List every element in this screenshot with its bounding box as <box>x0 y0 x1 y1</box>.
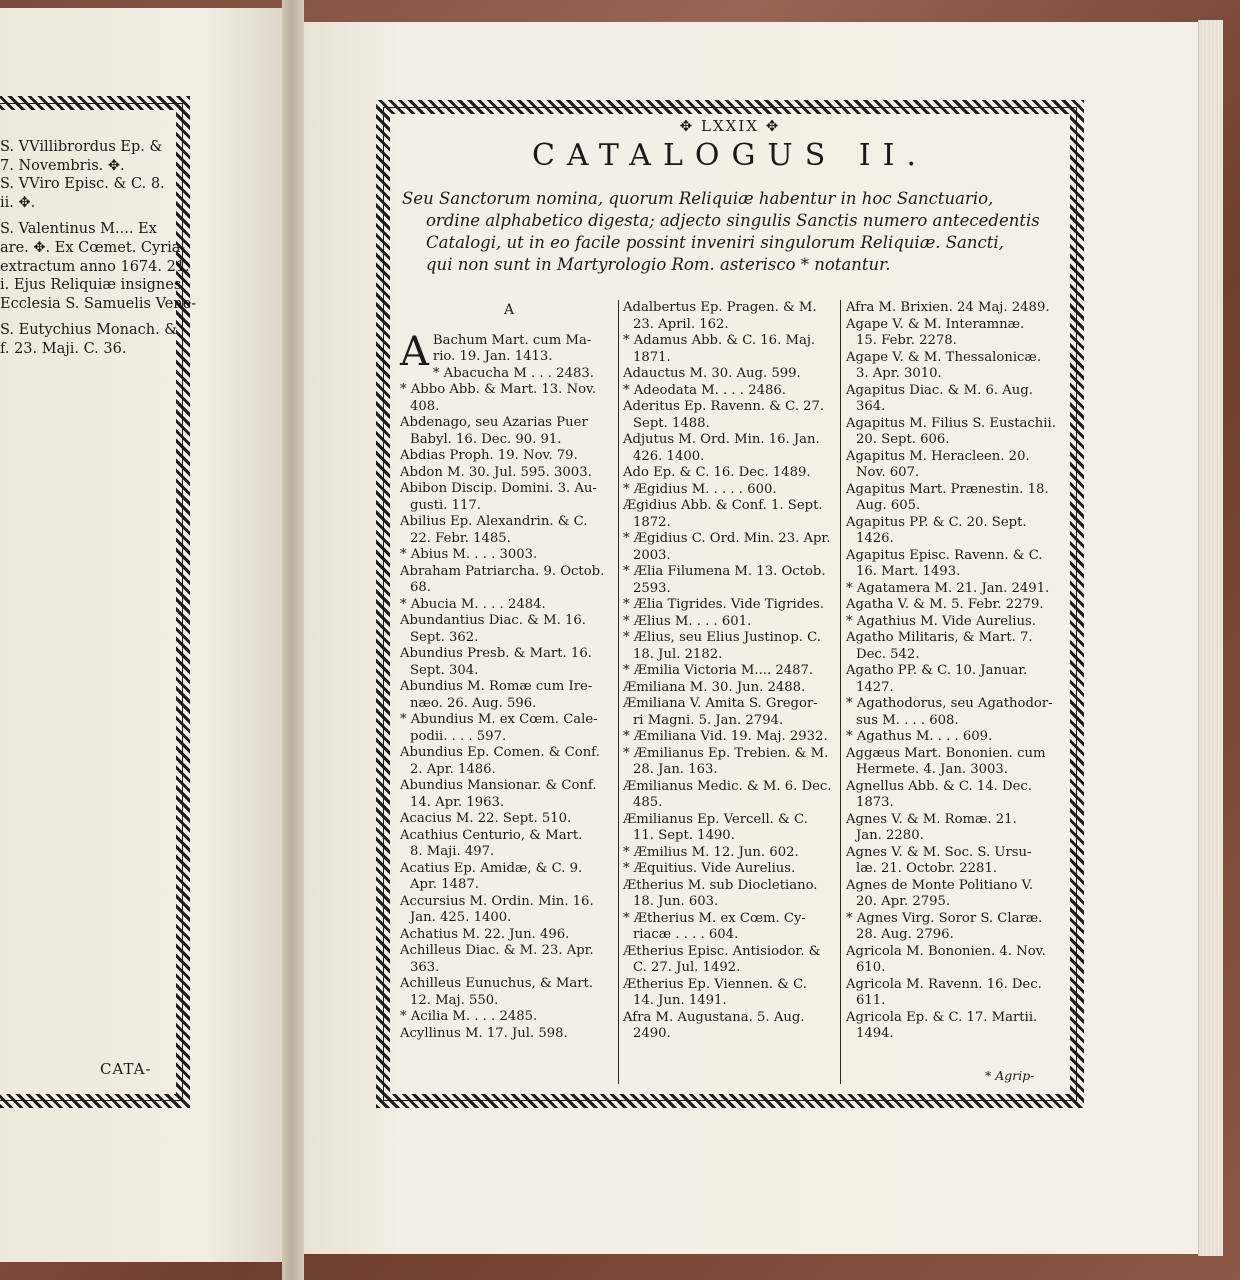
catalogue-entry <box>400 448 618 465</box>
entry-line: * Ægidius M. . . . . 600. <box>623 481 777 497</box>
dropcap-letter: A <box>400 328 429 375</box>
page-number: ✥ LXXIX ✥ <box>679 117 781 135</box>
left-line: Ecclesia S. Samuelis Vene- <box>0 295 197 312</box>
catalogue-entry <box>846 416 1066 449</box>
entry-line: Abibon Discip. Domini. 3. Au- <box>400 481 597 496</box>
entry-continuation: Hermete. 4. Jan. 3003. <box>856 762 1008 777</box>
entry-continuation: 14. Jun. 1491. <box>633 993 727 1008</box>
catalogue-entry <box>846 729 1066 746</box>
column-rule <box>840 300 841 1084</box>
entry-continuation: 364. <box>856 399 886 414</box>
entry-line: Æmiliana V. Amita S. Gregor- <box>623 696 818 711</box>
entry-line: Agnes de Monte Politiano V. <box>846 877 1034 893</box>
catalogue-entry <box>400 927 618 944</box>
catalogue-entry <box>400 943 618 976</box>
left-line: f. 23. Maji. C. 36. <box>0 340 127 357</box>
catalogue-entry <box>623 977 839 1010</box>
entry-line: Achatius M. 22. Jun. 496. <box>400 926 570 942</box>
entry-line: * Acilia M. . . . 2485. <box>400 1009 538 1024</box>
catalogue-entry <box>846 515 1066 548</box>
entry-line: * Agathodorus, seu Agathodor- <box>846 696 1053 711</box>
entry-continuation: Sept. 362. <box>410 629 479 645</box>
entry-line: * Ætherius M. ex Cœm. Cy- <box>623 910 806 926</box>
catalogue-entry <box>846 548 1066 581</box>
entry-line: * Abbo Abb. & Mart. 13. Nov. <box>400 382 597 397</box>
page-edges <box>1198 20 1223 1256</box>
entry-line: * Agatamera M. 21. Jan. 2491. <box>846 580 1050 596</box>
entry-line: Ætherius Episc. Antisiodor. & <box>623 943 821 959</box>
catalogue-entry <box>400 382 618 415</box>
entry-continuation: riacæ . . . . 604. <box>633 927 739 942</box>
entry-continuation: 485. <box>633 795 663 810</box>
left-line: S. VViro Episc. & C. 8. <box>0 176 165 193</box>
catalogue-entry <box>846 812 1066 845</box>
catalogue-entry <box>623 300 839 333</box>
catalogue-entry <box>846 597 1066 614</box>
catalogue-entry <box>400 1026 618 1043</box>
catalogue-entry <box>623 680 839 697</box>
entry-line: Abilius Ep. Alexandrin. & C. <box>400 514 588 529</box>
entry-line: Abdenago, seu Azarias Puer <box>400 415 588 430</box>
catalogue-entry <box>400 465 618 482</box>
entry-line: Adauctus M. 30. Aug. 599. <box>623 366 801 381</box>
catalogue-entry <box>400 828 618 861</box>
catalogue-entry <box>400 894 618 927</box>
catalogue-entry <box>623 482 839 499</box>
catalogue-entry <box>846 911 1066 944</box>
entry-continuation: Babyl. 16. Dec. 90. 91. <box>410 431 562 447</box>
subtitle-line: qui non sunt in Martyrologio Rom. asterisco * notantur. <box>426 255 891 274</box>
section-letter: A <box>503 302 515 318</box>
catalogue-entry <box>623 498 839 531</box>
catalogue-entry <box>846 696 1066 729</box>
subtitle-line: ordine alphabetico digesta; adjecto singulis Sanctis numero antecedentis <box>426 211 1040 230</box>
entry-line: * Agathus M. . . . 609. <box>846 729 993 744</box>
entry-continuation: 14. Apr. 1963. <box>410 794 505 810</box>
entry-continuation: Nov. 607. <box>856 465 920 480</box>
entry-continuation: Jan. 2280. <box>856 828 924 843</box>
catalogue-entry <box>846 845 1066 878</box>
entry-line: * Æmiliana Vid. 19. Maj. 2932. <box>623 729 828 744</box>
entry-line: Abraham Patriarcha. 9. Octob. <box>400 563 605 579</box>
entry-line: Afra M. Brixien. 24 Maj. 2489. <box>846 300 1050 315</box>
entry-line: * Adamus Abb. & C. 16. Maj. <box>623 333 816 348</box>
catalogue-entry <box>623 663 839 680</box>
subtitle-line: Seu Sanctorum nomina, quorum Reliquiæ habentur in hoc Sanctuario, <box>402 189 994 208</box>
entry-line: Abdon M. 30. Jul. 595. 3003. <box>400 464 592 480</box>
left-line: i. Ejus Reliquiæ insignes <box>0 277 182 294</box>
entry-continuation: 1426. <box>856 531 894 546</box>
entry-line: Achilleus Diac. & M. 23. Apr. <box>400 943 594 958</box>
catalogue-entry <box>400 679 618 712</box>
entry-continuation: 28. Aug. 2796. <box>856 927 954 942</box>
entry-line: Aggæus Mart. Bononien. cum <box>846 745 1046 761</box>
catalogue-entry <box>623 531 839 564</box>
catalogue-entry <box>846 944 1066 977</box>
entry-continuation: Sept. 1488. <box>633 415 710 431</box>
subtitle-line: Catalogi, ut in eo facile possint inveniri singulorum Reliquiæ. Sancti, <box>426 233 1004 252</box>
catalogue-entry <box>846 581 1066 598</box>
entry-line: Acatius Ep. Amidæ, & C. 9. <box>400 860 583 876</box>
catalogue-entry <box>623 597 839 614</box>
entry-line: Æmilianus Medic. & M. 6. Dec. <box>623 778 832 794</box>
left-line: are. ✥. Ex Cœmet. Cyria- <box>0 239 186 256</box>
entry-line: * Abucia M. . . . 2484. <box>400 596 546 612</box>
entry-line: Abundius M. Romæ cum Ire- <box>400 679 593 694</box>
entry-line: Ætherius M. sub Diocletiano. <box>623 877 818 893</box>
catalogue-entry <box>623 845 839 862</box>
catalogue-entry <box>400 811 618 828</box>
catalogue-entry <box>846 1010 1066 1043</box>
entry-continuation: Apr. 1487. <box>410 877 479 892</box>
entry-continuation: 8. Maji. 497. <box>410 844 495 859</box>
entry-line: * Æmilia Victoria M.... 2487. <box>623 663 814 678</box>
entry-continuation: 1872. <box>633 514 671 530</box>
catalogue-column-b <box>623 300 839 1043</box>
entry-line: Agatho Militaris, & Mart. 7. <box>846 630 1033 645</box>
entry-line: Agricola M. Bononien. 4. Nov. <box>846 943 1046 959</box>
entry-line: Æmilianus Ep. Vercell. & C. <box>623 811 808 827</box>
entry-continuation: 20. Sept. 606. <box>856 432 950 447</box>
catalogue-entry <box>400 415 618 448</box>
entry-continuation: 426. 1400. <box>633 448 705 464</box>
entry-line: Agricola M. Ravenn. 16. Dec. <box>846 976 1042 992</box>
entry-continuation: 2. Apr. 1486. <box>410 761 496 777</box>
entry-line: Agapitus Diac. & M. 6. Aug. <box>846 382 1033 398</box>
entry-line: Æmiliana M. 30. Jun. 2488. <box>623 679 806 695</box>
entry-line: Ætherius Ep. Viennen. & C. <box>623 976 807 992</box>
catalogue-entry <box>400 564 618 597</box>
left-line: S. Eutychius Monach. & <box>0 322 178 339</box>
left-line: extractum anno 1674. 21. <box>0 258 190 275</box>
entry-continuation: 1427. <box>856 679 894 695</box>
entry-continuation: 1871. <box>633 349 671 365</box>
catalogue-entry <box>400 861 618 894</box>
entry-continuation: 11. Sept. 1490. <box>633 828 735 843</box>
entry-continuation: 15. Febr. 2278. <box>856 333 957 348</box>
entry-continuation: 611. <box>856 993 886 1008</box>
catalogue-entry <box>846 300 1066 317</box>
entry-continuation: 18. Jul. 2182. <box>633 646 723 662</box>
catalogue-entry <box>400 1009 618 1026</box>
entry-continuation: 16. Mart. 1493. <box>856 564 961 579</box>
entry-continuation: næo. 26. Aug. 596. <box>410 695 537 711</box>
entry-line: Agatha V. & M. 5. Febr. 2279. <box>846 597 1044 612</box>
catalogue-entry <box>400 366 618 383</box>
catalogue-entry <box>623 746 839 779</box>
entry-line: Agapitus M. Filius S. Eustachii. <box>846 415 1056 431</box>
entry-continuation: 22. Febr. 1485. <box>410 530 511 546</box>
column-rule <box>618 300 619 1084</box>
right-catchword: * Agrip- <box>985 1068 1035 1083</box>
catalogue-entry <box>846 630 1066 663</box>
catalogue-entry <box>846 977 1066 1010</box>
entry-line: Adalbertus Ep. Pragen. & M. <box>623 300 817 315</box>
entry-continuation: 1494. <box>856 1026 894 1041</box>
catalogue-entry <box>623 383 839 400</box>
entry-line: * Agnes Virg. Soror S. Claræ. <box>846 910 1043 926</box>
entry-line: Acathius Centurio, & Mart. <box>400 827 583 843</box>
entry-continuation: 2003. <box>633 547 671 563</box>
entry-line: * Adeodata M. . . . 2486. <box>623 382 786 398</box>
entry-line: Achilleus Eunuchus, & Mart. <box>400 976 594 991</box>
entry-continuation: Dec. 542. <box>856 646 920 662</box>
entry-line: Aderitus Ep. Ravenn. & C. 27. <box>623 399 825 414</box>
entry-continuation: 23. April. 162. <box>633 316 729 332</box>
catalogue-entry <box>400 712 618 745</box>
catalogue-entry <box>623 1010 839 1043</box>
flourish-icon: ✥ <box>679 117 695 135</box>
catalogue-title: CATALOGUS II. <box>531 138 929 173</box>
catalogue-entry <box>623 779 839 812</box>
catalogue-entry <box>400 547 618 564</box>
catalogue-entry <box>846 779 1066 812</box>
entry-line: * Ælius M. . . . 601. <box>623 613 752 629</box>
entry-line: Accursius M. Ordin. Min. 16. <box>400 893 594 909</box>
entry-line: Agapitus M. Heracleen. 20. <box>846 448 1030 464</box>
entry-continuation: Sept. 304. <box>410 662 479 678</box>
left-line: S. VVillibrordus Ep. & <box>0 139 163 155</box>
entry-line: Adjutus M. Ord. Min. 16. Jan. <box>623 432 820 447</box>
entry-continuation: Jan. 425. 1400. <box>410 910 512 925</box>
left-line: S. Valentinus M.... Ex <box>0 221 157 238</box>
catalogue-subtitle <box>402 188 1062 276</box>
catalogue-entry <box>846 878 1066 911</box>
catalogue-entry <box>623 630 839 663</box>
entry-line: Agricola Ep. & C. 17. Martii. <box>846 1009 1038 1025</box>
entry-line: Agnes V. & M. Romæ. 21. <box>846 811 1017 827</box>
catalogue-entry <box>623 465 839 482</box>
catalogue-entry <box>846 482 1066 515</box>
entry-line: Acacius M. 22. Sept. 510. <box>400 811 572 826</box>
entry-line: * Æquitius. Vide Aurelius. <box>623 861 796 876</box>
catalogue-entry <box>623 729 839 746</box>
catalogue-entry <box>846 746 1066 779</box>
entry-line: Agape V. & M. Thessalonicæ. <box>846 349 1042 365</box>
entry-line: Abundantius Diac. & M. 16. <box>400 613 586 628</box>
entry-continuation: 1873. <box>856 795 894 810</box>
catalogue-entry <box>846 663 1066 696</box>
entry-continuation: 2593. <box>633 580 671 596</box>
catalogue-entry <box>623 614 839 631</box>
catalogue-entry <box>623 861 839 878</box>
entry-continuation: Aug. 605. <box>856 498 921 513</box>
entry-line: * Ælia Tigrides. Vide Tigrides. <box>623 597 824 612</box>
entry-line: * Abius M. . . . 3003. <box>400 547 538 562</box>
catalogue-entry <box>623 432 839 465</box>
entry-line: Agnellus Abb. & C. 14. Dec. <box>846 778 1032 794</box>
entry-line: * Abundius M. ex Cœm. Cale- <box>400 712 598 727</box>
entry-line: * Ælia Filumena M. 13. Octob. <box>623 564 826 579</box>
catalogue-entry <box>846 449 1066 482</box>
catalogue-entry <box>400 597 618 614</box>
catalogue-entry <box>623 564 839 597</box>
entry-continuation: læ. 21. Octobr. 2281. <box>856 861 998 876</box>
entry-line: * Agathius M. Vide Aurelius. <box>846 613 1036 629</box>
catalogue-entry <box>623 944 839 977</box>
catalogue-entry <box>400 646 618 679</box>
catalogue-entry <box>400 514 618 547</box>
catalogue-entry <box>846 350 1066 383</box>
entry-line: Agape V. & M. Interamnæ. <box>846 316 1025 332</box>
catalogue-entry <box>623 333 839 366</box>
entry-line: Agapitus Mart. Prænestin. 18. <box>846 481 1049 497</box>
entry-continuation: 610. <box>856 960 886 975</box>
entry-line: Agapitus Episc. Ravenn. & C. <box>846 547 1043 563</box>
book-gutter <box>282 0 304 1280</box>
entry-continuation: 408. <box>410 398 440 414</box>
entry-continuation: 3. Apr. 3010. <box>856 366 942 381</box>
catalogue-entry <box>623 399 839 432</box>
catalogue-column-a <box>400 300 618 1042</box>
left-line: ii. ✥. <box>0 194 36 211</box>
catalogue-entry <box>400 481 618 514</box>
entry-line: * Æmilius M. 12. Jun. 602. <box>623 844 799 860</box>
left-catchword: CATA- <box>100 1060 152 1078</box>
left-line: 7. Novembris. ✥. <box>0 157 125 174</box>
entry-line: Ado Ep. & C. 16. Dec. 1489. <box>623 465 811 480</box>
entry-line: Agatho PP. & C. 10. Januar. <box>846 663 1028 678</box>
catalogue-entry <box>623 366 839 383</box>
entry-continuation: rio. 19. Jan. 1413. <box>432 349 553 364</box>
catalogue-entry <box>623 812 839 845</box>
catalogue-entry <box>400 976 618 1009</box>
entry-continuation: 363. <box>410 959 440 975</box>
catalogue-entry <box>846 614 1066 631</box>
entry-continuation: 12. Maj. 550. <box>410 992 499 1008</box>
entry-line: * Ægidius C. Ord. Min. 23. Apr. <box>623 531 831 546</box>
entry-line: * Ælius, seu Elius Justinop. C. <box>623 630 821 645</box>
entry-line: Abundius Ep. Comen. & Conf. <box>400 745 600 760</box>
entry-line: Agnes V. & M. Soc. S. Ursu- <box>846 844 1032 860</box>
entry-line: * Æmilianus Ep. Trebien. & M. <box>623 745 829 761</box>
entry-line: Bachum Mart. cum Ma- <box>432 332 592 348</box>
entry-continuation: gusti. 117. <box>410 497 481 513</box>
catalogue-entry <box>846 383 1066 416</box>
catalogue-column-c <box>846 300 1066 1043</box>
catalogue-entry <box>623 878 839 911</box>
entry-continuation: 2490. <box>633 1026 671 1041</box>
catalogue-entry <box>400 745 618 778</box>
entry-continuation: 28. Jan. 163. <box>633 762 718 777</box>
entry-line: Abdias Proph. 19. Nov. 79. <box>400 448 578 463</box>
entry-continuation: C. 27. Jul. 1492. <box>633 960 741 975</box>
catalogue-entry <box>623 696 839 729</box>
entry-continuation: 68. <box>410 580 431 595</box>
catalogue-entry <box>846 317 1066 350</box>
entry-line: Agapitus PP. & C. 20. Sept. <box>846 514 1027 530</box>
catalogue-entry <box>623 911 839 944</box>
entry-line: Afra M. Augustana. 5. Aug. <box>623 1009 805 1025</box>
entry-continuation: sus M. . . . 608. <box>856 712 959 728</box>
entry-continuation: podii. . . . 597. <box>410 728 507 744</box>
entry-line: Abundius Presb. & Mart. 16. <box>400 646 592 661</box>
entry-continuation: ri Magni. 5. Jan. 2794. <box>633 712 784 728</box>
entry-line: * Abacucha M . . . 2483. <box>432 365 594 381</box>
entry-continuation: 18. Jun. 603. <box>633 894 719 909</box>
entry-line: Abundius Mansionar. & Conf. <box>400 778 597 793</box>
catalogue-entry <box>400 778 618 811</box>
entry-line: Ægidius Abb. & Conf. 1. Sept. <box>623 498 823 513</box>
entry-continuation: 20. Apr. 2795. <box>856 894 951 909</box>
entry-line: Acyllinus M. 17. Jul. 598. <box>400 1025 568 1041</box>
left-page-text <box>0 138 197 359</box>
flourish-icon: ✥ <box>765 117 781 135</box>
catalogue-entry <box>400 613 618 646</box>
